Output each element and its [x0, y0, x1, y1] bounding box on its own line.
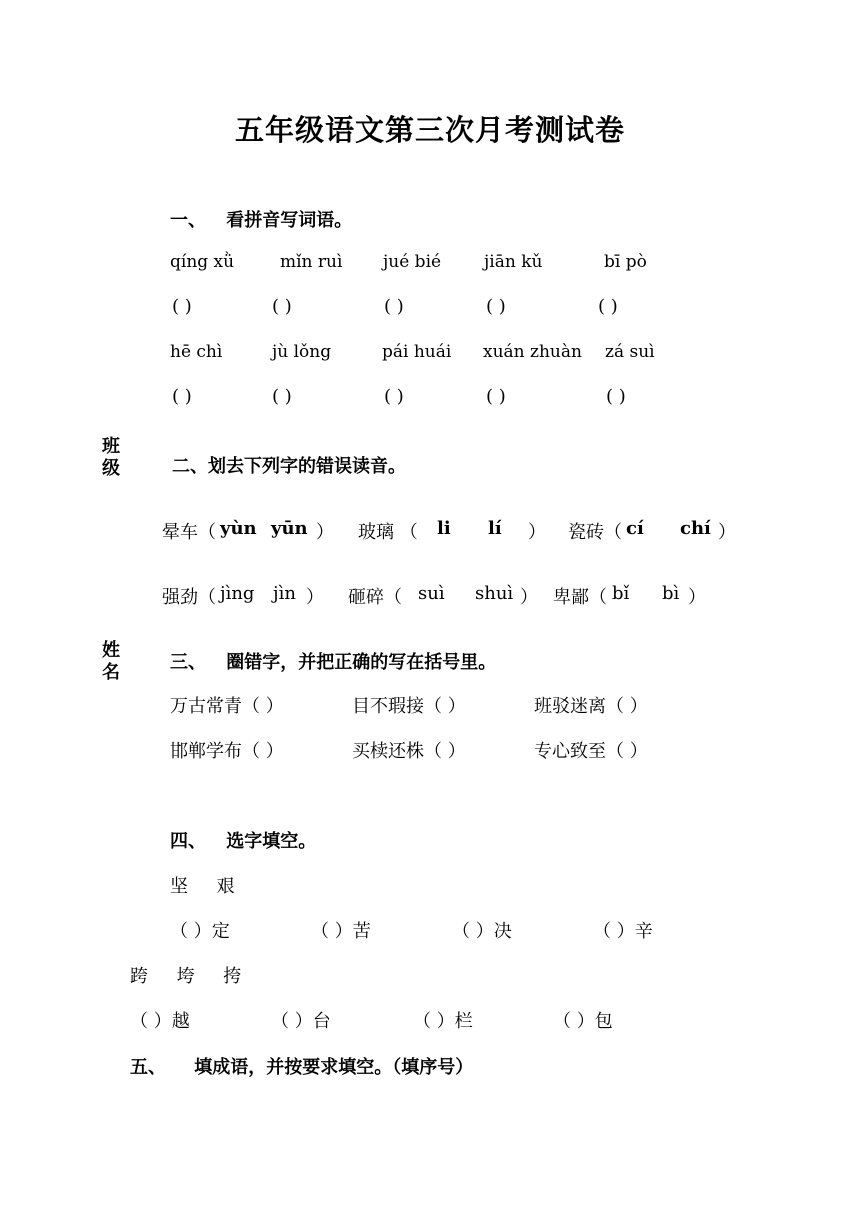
fill-blank[interactable]: （ ）台: [271, 1011, 331, 1032]
pinyin-option[interactable]: yūn: [271, 518, 308, 539]
pinyin-option[interactable]: yùn: [220, 518, 257, 539]
idiom-item[interactable]: 邯郸学布（ ）: [170, 741, 284, 762]
answer-blank[interactable]: ( ): [606, 386, 626, 407]
answer-blank[interactable]: ( ): [384, 296, 404, 317]
idiom-item[interactable]: 买椟还株（ ）: [352, 741, 466, 762]
fill-blank[interactable]: （ ）决: [452, 921, 512, 942]
pinyin-option[interactable]: jìn: [273, 583, 296, 604]
fill-blank[interactable]: （ ）包: [553, 1011, 613, 1032]
section-3-title: 圈错字，并把正确的写在括号里。: [226, 652, 497, 673]
section-3-heading: [170, 648, 496, 674]
section-2-heading: 二、划去下列字的错误读音。: [172, 456, 406, 477]
answer-blank[interactable]: ( ): [272, 296, 292, 317]
char-choices-1: 坚 艰: [170, 876, 235, 897]
fill-blank[interactable]: （ ）栏: [413, 1011, 473, 1032]
pinyin-item: jù lǒng: [272, 342, 332, 362]
word: 晕车（: [162, 522, 216, 543]
word: 卑鄙（: [553, 587, 607, 608]
pinyin-item: pái huái: [382, 342, 452, 362]
pinyin-option[interactable]: shuì: [475, 583, 514, 604]
paren-close: ）: [306, 587, 324, 608]
answer-blank[interactable]: ( ): [384, 386, 404, 407]
pinyin-item: hē chì: [170, 342, 223, 362]
pinyin-item: zá suì: [605, 342, 655, 362]
pinyin-item: jué bié: [383, 252, 442, 272]
idiom-item[interactable]: 目不瑕接（ ）: [352, 696, 466, 717]
answer-blank[interactable]: ( ): [172, 386, 192, 407]
pinyin-option[interactable]: lí: [488, 518, 502, 539]
section-1-heading: [170, 206, 352, 232]
fill-blank[interactable]: （ ）定: [170, 921, 230, 942]
pinyin-option[interactable]: suì: [418, 583, 445, 604]
name-label: 姓 名: [102, 640, 120, 683]
char-choices-2: 跨 垮 挎: [130, 966, 242, 987]
idiom-item[interactable]: 专心致至（ ）: [534, 741, 648, 762]
pinyin-option[interactable]: chí: [680, 518, 711, 539]
word: 强劲（: [162, 587, 216, 608]
answer-blank[interactable]: ( ): [486, 296, 506, 317]
fill-blank[interactable]: （ ）越: [130, 1011, 190, 1032]
section-4-title: 选字填空。: [226, 831, 317, 852]
idiom-item[interactable]: 班驳迷离（ ）: [534, 696, 648, 717]
section-5-title: 填成语，并按要求填空。（填序号）: [194, 1057, 474, 1078]
section-4-number: 四、: [170, 831, 206, 852]
pinyin-option[interactable]: bì: [662, 583, 680, 604]
section-4-heading: [170, 827, 316, 853]
fill-blank[interactable]: （ ）辛: [593, 921, 653, 942]
idiom-item[interactable]: 万古常青（ ）: [170, 696, 284, 717]
pinyin-item: jiān kǔ: [484, 252, 543, 272]
pinyin-option[interactable]: cí: [626, 518, 644, 539]
paren-close: ）: [528, 522, 546, 543]
answer-blank[interactable]: ( ): [172, 296, 192, 317]
pinyin-option[interactable]: li: [437, 518, 451, 539]
page-title: 五年级语文第三次月考测试卷: [234, 113, 625, 147]
pinyin-item: xuán zhuàn: [483, 342, 582, 362]
section-5-heading: [130, 1053, 473, 1079]
word: 砸碎（: [348, 587, 402, 608]
pinyin-item: mǐn ruì: [280, 252, 343, 272]
section-3-number: 三、: [170, 652, 206, 673]
pinyin-item: bī pò: [604, 252, 647, 272]
pinyin-option[interactable]: jìng: [220, 583, 255, 604]
fill-blank[interactable]: （ ）苦: [311, 921, 371, 942]
pinyin-option[interactable]: bǐ: [612, 583, 630, 604]
section-1-number: 一、: [170, 210, 206, 231]
paren-close: ）: [718, 522, 736, 543]
section-5-number: 五、: [130, 1057, 166, 1078]
answer-blank[interactable]: ( ): [598, 296, 618, 317]
paren-close: ）: [520, 587, 538, 608]
section-1-title: 看拼音写词语。: [226, 210, 353, 231]
class-label: 班 级: [102, 436, 120, 479]
paren-close: ）: [688, 587, 706, 608]
paren-close: ）: [316, 522, 334, 543]
word: 玻璃 （: [358, 522, 418, 543]
pinyin-item: qíng xǜ: [170, 252, 235, 272]
answer-blank[interactable]: ( ): [486, 386, 506, 407]
answer-blank[interactable]: ( ): [272, 386, 292, 407]
word: 瓷砖（: [568, 522, 622, 543]
